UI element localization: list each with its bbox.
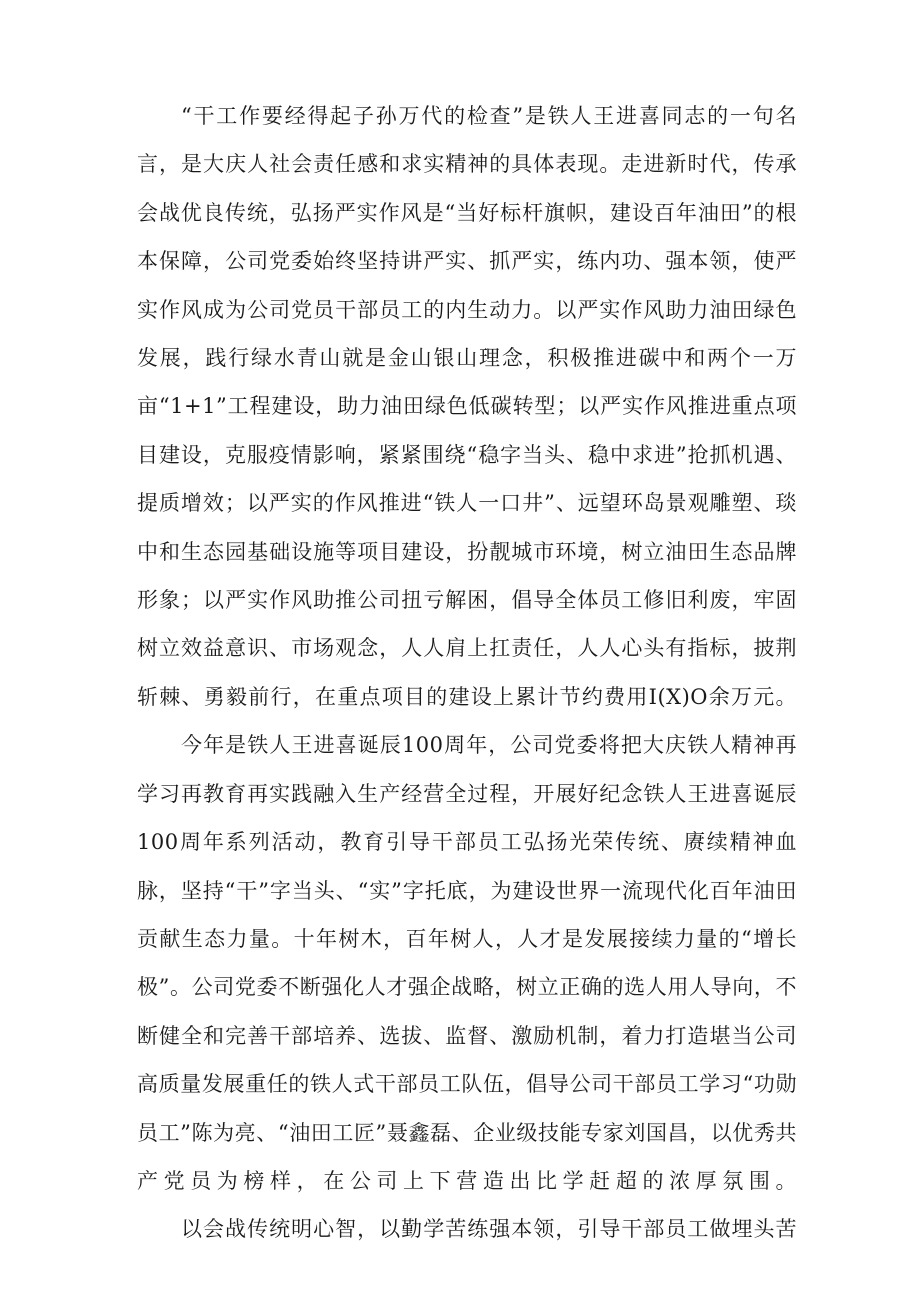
paragraph-1: “干工作要经得起子孙万代的检查”是铁人王进喜同志的一句名言，是大庆人社会责任感和求实精神的具体表现。走进新时代，传承会战优良传统，弘扬严实作风是“当好标杆旗帜，建设百年油田”的根本保障，公司党委始终坚持讲严实、抓严实，练内功、强本领，使严实作风成为公司党员干部员工的内生动力。以严实作风助力油田绿色发展，践行绿水青山就是金山银山理念，积极推进碳中和两个一万亩“1+1”工程建设，助力油田绿色低碳转型；以严实作风推进重点项目建设，克服疫情影响，紧紧围绕“稳字当头、稳中求进”抢抓机遇、提质增效；以严实的作风推进“铁人一口井”、远望环岛景观雕塑、琰中和生态园基础设施等项目建设，扮靓城市环境，树立油田生态品牌形象；以严实作风助推公司扭亏解困，倡导全体员工修旧利废，牢固树立效益意识、市场观念，人人肩上扛责任，人人心头有指标，披荆斩棘、勇毅前行，在重点项目的建设上累计节约费用I(X)O余万元。 (137, 104, 797, 709)
paragraph-3: 以会战传统明心智，以勤学苦练强本领，引导干部员工做埋头苦 (181, 1217, 797, 1242)
document-body (137, 92, 797, 1254)
paragraph-2: 今年是铁人王进喜诞辰100周年，公司党委将把大庆铁人精神再学习再教育再实践融入生产经营全过程，开展好纪念铁人王进喜诞辰100周年系列活动，教育引导干部员工弘扬光荣传统、赓续精神血脉，坚持“干”字当头、“实”字托底，为建设世界一流现代化百年油田贡献生态力量。十年树木，百年树人，人才是发展接续力量的“增长极”。公司党委不断强化人才强企战略，树立正确的选人用人导向，不断健全和完善干部培养、选拔、监督、激励机制，着力打造堪当公司高质量发展重任的铁人式干部员工队伍，倡导公司干部员工学习“功勋员工”陈为亮、“油田工匠”聂鑫磊、企业级技能专家刘国昌，以优秀共产党员为榜样，在公司上下营造出比学赶超的浓厚氛围。 (137, 733, 797, 1193)
